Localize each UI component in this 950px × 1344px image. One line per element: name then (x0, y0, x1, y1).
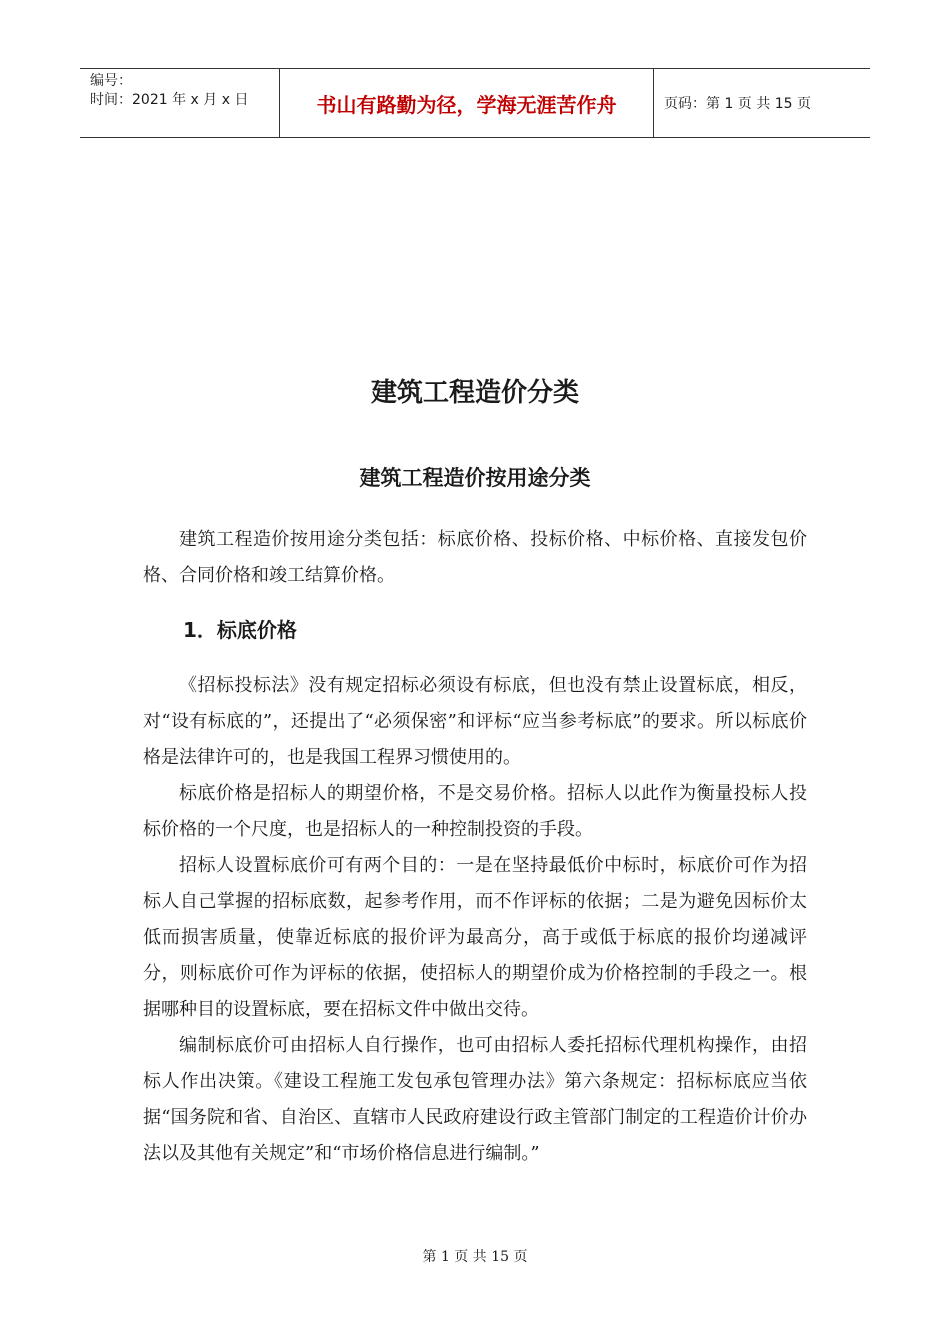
body-paragraph: 《招标投标法》没有规定招标必须设有标底，但也没有禁止设置标底，相反，对“设有标底的”，还提出了“必须保密”和评标“应当参考标底”的要求。所以标底价格是法律许可的，也是我国工程界习惯使用的。 (143, 675, 807, 768)
header-motto: 书山有路勤为径，学海无涯苦作舟 (280, 69, 654, 137)
page-footer: 第 1 页 共 15 页 (422, 1249, 528, 1265)
section-heading: 1．标底价格 (183, 618, 297, 642)
number-label: 编号： (90, 73, 132, 89)
body-paragraph: 标底价格是招标人的期望价格，不是交易价格。招标人以此作为衡量投标人投标价格的一个尺度，也是招标人的一种控制投资的手段。 (143, 783, 807, 840)
intro-paragraph: 建筑工程造价按用途分类包括：标底价格、投标价格、中标价格、直接发包价格、合同价格和竣工结算价格。 (143, 529, 807, 586)
time-label: 时间：2021 年 x 月 x 日 (90, 92, 249, 108)
header-table (80, 68, 870, 138)
intro-block (143, 522, 807, 594)
header-meta (80, 69, 280, 137)
body-text (143, 668, 807, 1172)
document-title: 建筑工程造价分类 (370, 378, 579, 408)
body-paragraph: 编制标底价可由招标人自行操作，也可由招标人委托招标代理机构操作，由招标人作出决策。《建设工程施工发包承包管理办法》第六条规定：招标标底应当依据“国务院和省、自治区、直辖市人民政府建设行政主管部门制定的工程造价计价办法以及其他有关规定”和“市场价格信息进行编制。” (143, 1035, 807, 1164)
document-subtitle: 建筑工程造价按用途分类 (359, 466, 591, 490)
body-paragraph: 招标人设置标底价可有两个目的：一是在坚持最低价中标时，标底价可作为招标人自己掌握的招标底数，起参考作用，而不作评标的依据；二是为避免因标价太低而损害质量，使靠近标底的报价评为最高分，高于或低于标底的报价均递减评分，则标底价可作为评标的依据，使招标人的期望价成为价格控制的手段之一。根据哪种目的设置标底，要在招标文件中做出交待。 (143, 855, 807, 1020)
header-page-info: 页码：第 1 页 共 15 页 (664, 96, 811, 112)
